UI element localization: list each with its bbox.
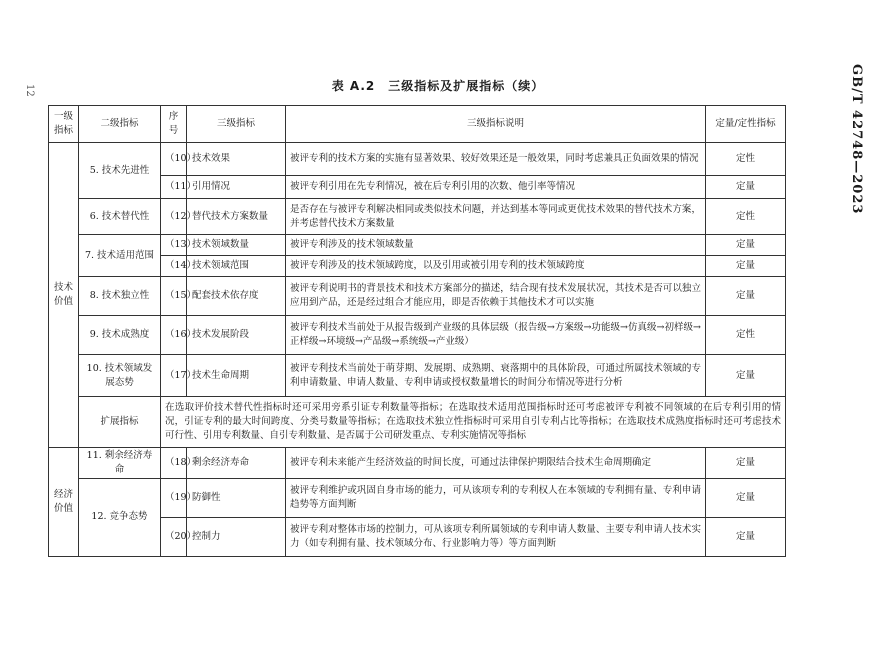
row-description: 被评专利引用在先专利情况，被在后专利引用的次数、他引率等情况 xyxy=(286,176,706,199)
table-row xyxy=(49,397,786,448)
row-type: 定性 xyxy=(706,316,786,355)
row-type: 定量 xyxy=(706,176,786,199)
table-row xyxy=(49,355,786,397)
row-seq: （14） xyxy=(161,256,187,277)
row-level3: 引用情况 xyxy=(187,176,286,199)
table-row xyxy=(49,277,786,316)
row-seq: （16） xyxy=(161,316,187,355)
table-row xyxy=(49,235,786,256)
row-level3: 技术领域数量 xyxy=(187,235,286,256)
header-level1: 一级指标 xyxy=(49,106,79,143)
row-level3: 替代技术方案数量 xyxy=(187,199,286,235)
row-type: 定量 xyxy=(706,517,786,556)
table-row xyxy=(49,448,786,479)
row-description: 被评专利涉及的技术领域跨度，以及引用或被引用专利的技术领域跨度 xyxy=(286,256,706,277)
level2-remaining-life: 11. 剩余经济寿命 xyxy=(79,448,161,479)
table-row xyxy=(49,316,786,355)
row-description: 被评专利的技术方案的实施有显著效果、较好效果还是一般效果，同时考虑兼具正负面效果的情况 xyxy=(286,143,706,176)
row-type: 定性 xyxy=(706,143,786,176)
page-number: 12 xyxy=(24,84,35,97)
group-econ-value: 经济价值 xyxy=(49,448,79,557)
level2-substitutability: 6. 技术替代性 xyxy=(79,199,161,235)
row-description: 被评专利技术当前处于萌芽期、发展期、成熟期、衰落期中的具体阶段，可通过所属技术领域的专利申请数量、申请人数量、专利申请或授权数量增长的时间分布情况等进行分析 xyxy=(286,355,706,397)
group-tech-value: 技术价值 xyxy=(49,143,79,448)
row-seq: （15） xyxy=(161,277,187,316)
row-seq: （18） xyxy=(161,448,187,479)
indicator-table xyxy=(48,105,786,557)
row-description: 是否存在与被评专利解决相同或类似技术问题，并达到基本等同或更优技术效果的替代技术方案，并考虑替代技术方案数量 xyxy=(286,199,706,235)
row-type: 定性 xyxy=(706,199,786,235)
row-type: 定量 xyxy=(706,235,786,256)
header-seq: 序号 xyxy=(161,106,187,143)
standard-number: GB/T 42748—2023 xyxy=(849,64,864,215)
row-description: 被评专利对整体市场的控制力，可从该项专利所属领域的专利申请人数量、主要专利申请人技术实力（如专利拥有量、技术领域分布、行业影响力等）等方面判断 xyxy=(286,517,706,556)
row-level3: 配套技术依存度 xyxy=(187,277,286,316)
header-level3: 三级指标 xyxy=(187,106,286,143)
row-type: 定量 xyxy=(706,277,786,316)
row-level3: 技术领域范围 xyxy=(187,256,286,277)
row-type: 定量 xyxy=(706,478,786,517)
row-seq: （17） xyxy=(161,355,187,397)
table-caption: 表 A.2 三级指标及扩展指标（续） xyxy=(331,79,545,93)
row-seq: （11） xyxy=(161,176,187,199)
table-row xyxy=(49,143,786,176)
row-level3: 技术效果 xyxy=(187,143,286,176)
row-seq: （12） xyxy=(161,199,187,235)
row-description: 被评专利涉及的技术领域数量 xyxy=(286,235,706,256)
header-description: 三级指标说明 xyxy=(286,106,706,143)
row-description: 被评专利技术当前处于从报告级到产业级的具体层级（报告级→方案级→功能级→仿真级→初样级→正样级→环境级→产品级→系统级→产业级） xyxy=(286,316,706,355)
extension-text: 在选取评价技术替代性指标时还可采用旁系引证专利数量等指标；在选取技术适用范围指标时还可考虑被评专利被不同领域的在后专利引用的情况，引证专利的最大时间跨度、分类号数量等指标；在选取技术独立性指标时可采用自引专利占比等指标；在选取技术成熟度指标时还可考虑技术可行性、引用专利数量、自引专利数量、是否属于公司研发重点、专利实施情况等指标 xyxy=(161,397,786,448)
level2-trend: 10. 技术领域发展态势 xyxy=(79,355,161,397)
level2-extension: 扩展指标 xyxy=(79,397,161,448)
row-type: 定量 xyxy=(706,448,786,479)
level2-maturity: 9. 技术成熟度 xyxy=(79,316,161,355)
level2-advanced: 5. 技术先进性 xyxy=(79,143,161,199)
row-type: 定量 xyxy=(706,355,786,397)
table-row xyxy=(49,199,786,235)
row-level3: 防御性 xyxy=(187,478,286,517)
row-level3: 技术发展阶段 xyxy=(187,316,286,355)
row-seq: （19） xyxy=(161,478,187,517)
row-level3: 剩余经济寿命 xyxy=(187,448,286,479)
header-type: 定量/定性指标 xyxy=(706,106,786,143)
row-seq: （13） xyxy=(161,235,187,256)
row-seq: （20） xyxy=(161,517,187,556)
level2-scope: 7. 技术适用范围 xyxy=(79,235,161,277)
row-type: 定量 xyxy=(706,256,786,277)
header-level2: 二级指标 xyxy=(79,106,161,143)
row-seq: （10） xyxy=(161,143,187,176)
row-level3: 控制力 xyxy=(187,517,286,556)
level2-competition: 12. 竞争态势 xyxy=(79,478,161,556)
row-description: 被评专利维护或巩固自身市场的能力，可从该项专利的专利权人在本领域的专利拥有量、专利申请趋势等方面判断 xyxy=(286,478,706,517)
table-header-row xyxy=(49,106,786,143)
row-description: 被评专利说明书的背景技术和技术方案部分的描述，结合现有技术发展状况，其技术是否可以独立应用到产品，还是经过组合才能应用，即是否依赖于其他技术才可以实施 xyxy=(286,277,706,316)
table-row xyxy=(49,478,786,517)
level2-independence: 8. 技术独立性 xyxy=(79,277,161,316)
row-level3: 技术生命周期 xyxy=(187,355,286,397)
row-description: 被评专利未来能产生经济效益的时间长度，可通过法律保护期限结合技术生命周期确定 xyxy=(286,448,706,479)
